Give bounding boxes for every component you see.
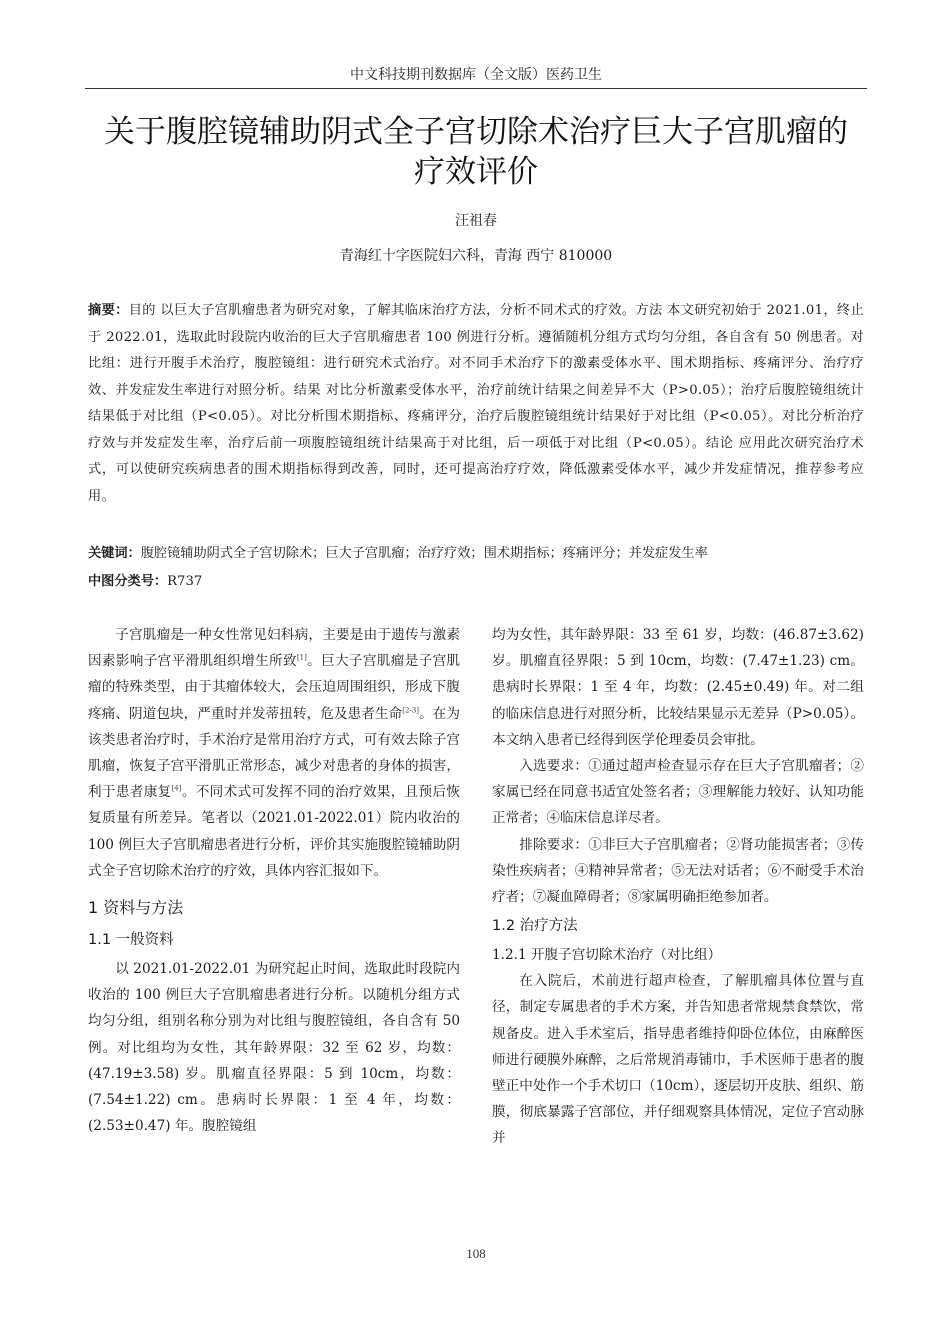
intro-text-2: 。巨大子宫肌瘤是子宫肌瘤的特殊类型，由于其瘤体较大，会压迫周围组织，形成下腹疼痛、阴道包块，严重时并发蒂扭转，危及患者生命 xyxy=(88,653,460,722)
section-heading-1: 1 资料与方法 xyxy=(88,898,184,918)
paper-title-line1: 关于腹腔镜辅助阴式全子宫切除术治疗巨大子宫肌瘤的 xyxy=(104,114,848,150)
intro-paragraph xyxy=(88,622,460,884)
keywords-text: 腹腔镜辅助阴式全子宫切除术；巨大子宫肌瘤；治疗疗效；围术期指标；疼痛评分；并发症发生率 xyxy=(140,546,708,561)
exclusion-criteria: 排除要求：①非巨大子宫肌瘤者；②肾功能损害者；③传染性疾病者；④精神异常者；⑤无法对话者；⑥不耐受手术治疗者；⑦凝血障碍者；⑧家属明确拒绝参加者。 xyxy=(492,836,864,906)
classification xyxy=(88,570,864,589)
citation-4: [4] xyxy=(171,784,182,793)
journal-header: 中文科技期刊数据库（全文版）医药卫生 xyxy=(350,67,602,83)
general-info-continued: 均为女性，其年龄界限：33 至 61 岁，均数：(46.87±3.62) 岁。肌瘤直径界限：5 到 10cm，均数：(7.47±1.23) cm。患病时长界限：1 至 4 年，均数：(2.45±0.49) 年。对二组的临床信息进行对照分析，比较结果显示无差异（P>0.05）。本文纳入患者已经得到医学伦理委员会审批。 xyxy=(492,627,864,748)
author: 汪祖春 xyxy=(455,213,497,229)
keywords xyxy=(88,542,864,561)
keywords-label: 关键词： xyxy=(88,546,141,561)
abstract xyxy=(88,298,864,510)
affiliation: 青海红十字医院妇六科，青海 西宁 810000 xyxy=(339,248,613,264)
header-rule xyxy=(85,88,867,89)
right-column xyxy=(492,622,864,1152)
classification-code: R737 xyxy=(167,574,203,589)
page-number: 108 xyxy=(466,1246,486,1261)
method-paragraph: 在入院后，术前进行超声检查，了解肌瘤具体位置与直径，制定专属患者的手术方案，并告知患者常规禁食禁饮，常规备皮。进入手术室后，指导患者维持仰卧位体位，由麻醉医师进行硬膜外麻醉，之后常规消毒铺巾，手术医师于患者的腹壁正中处作一个手术切口（10cm），逐层切开皮肤、组织、筋膜，彻底暴露子宫部位，并仔细观察具体情况，定位子宫动脉并 xyxy=(492,973,864,1147)
paper-title xyxy=(85,112,867,192)
classification-label: 中图分类号： xyxy=(88,574,168,589)
section-heading-1-2-1: 1.2.1 开腹子宫切除术治疗（对比组） xyxy=(492,947,722,964)
abstract-label: 摘要： xyxy=(88,303,129,318)
left-column xyxy=(88,622,460,1139)
citation-2-3: [2-3] xyxy=(402,706,420,715)
section-heading-1-2: 1.2 治疗方法 xyxy=(492,918,578,935)
inclusion-criteria: 入选要求：①通过超声检查显示存在巨大子宫肌瘤者；②家属已经在同意书适宜处签名者；③理解能力较好、认知功能正常者；④临床信息详尽者。 xyxy=(492,758,864,827)
paper-title-line2: 疗效评价 xyxy=(414,154,538,190)
abstract-text: 目的 以巨大子宫肌瘤患者为研究对象，了解其临床治疗方法，分析不同术式的疗效。方法 本文研究初始于 2021.01，终止于 2022.01，选取此时段院内收治的巨大子宫肌瘤患者 100 例进行分析。遵循随机分组方式均匀分组，各自含有 50 例患者。对比组：进行开腹手术治疗，腹腔镜组：进行研究术式治疗。对不同手术治疗下的激素受体水平、围术期指标、疼痛评分、治疗疗效、并发症发生率进行对照分析。结果 对比分析激素受体水平，治疗前统计结果之间差异不大（P>0.05）；治疗后腹腔镜组统计结果低于对比组（P<0.05）。对比分析围术期指标、疼痛评分，治疗后腹腔镜组统计结果好于对比组（P<0.05）。对比分析治疗疗效与并发症发生率，治疗后前一项腹腔镜组统计结果高于对比组，后一项低于对比组（P<0.05）。结论 应用此次研究治疗术式，可以使研究疾病患者的围术期指标得到改善，同时，还可提高治疗疗效，降低激素受体水平，减少并发症情况，推荐参考应用。 xyxy=(88,303,864,504)
intro-text-1: 子宫肌瘤是一种女性常见妇科病，主要是由于遗传与激素因素影响子宫平滑肌组织增生所致 xyxy=(88,627,460,670)
intro-text-3: 。在为该类患者治疗时，手术治疗是常用治疗方式，可有效去除子宫肌瘤，恢复子宫平滑肌正常形态，减少对患者的身体的损害，利于患者康复 xyxy=(88,705,461,801)
intro-text-4: 。不同术式可发挥不同的治疗效果，且预后恢复质量有所差异。笔者以（2021.01-2022.01）院内收治的 100 例巨大子宫肌瘤患者进行分析，评价其实施腹腔镜辅助阴式全子宫切除术治疗的疗效，具体内容汇报如下。 xyxy=(88,784,461,879)
citation-1: [1] xyxy=(296,653,307,662)
general-info-paragraph: 以 2021.01-2022.01 为研究起止时间，选取此时段院内收治的 100 例巨大子宫肌瘤患者进行分析。以随机分组方式均匀分组，组别名称分别为对比组与腹腔镜组，各自含有 50 例。对比组均为女性，其年龄界限：32 至 62 岁，均数：(47.19±3.58) 岁。肌瘤直径界限：5 到 10cm，均数：(7.54±1.22) cm。患病时长界限：1 至 4 年，均数：(2.53±0.47) 年。腹腔镜组 xyxy=(88,961,460,1135)
section-heading-1-1: 1.1 一般资料 xyxy=(88,932,174,949)
